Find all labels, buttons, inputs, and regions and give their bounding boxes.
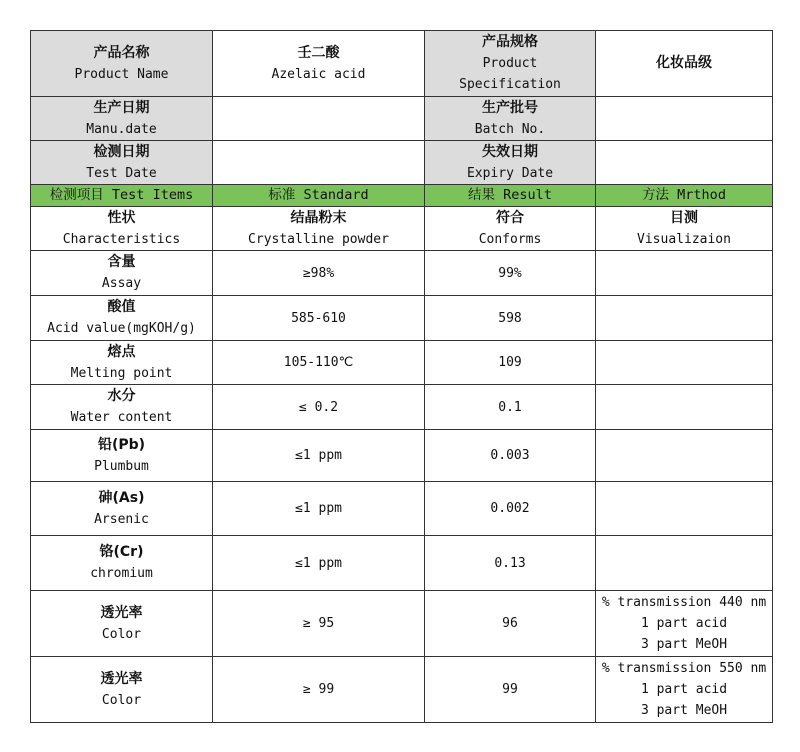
method-cell xyxy=(596,251,773,296)
item-cell xyxy=(31,591,213,657)
item-name-en: Arsenic xyxy=(94,511,149,527)
expiry-date-label xyxy=(425,141,596,185)
item-name-cn: 酸值 xyxy=(107,299,136,315)
item-name-en: Melting point xyxy=(70,365,173,381)
header-method: 方法 Mrthod xyxy=(596,185,773,207)
specification-value xyxy=(596,31,773,97)
product-name-label-en: Product Name xyxy=(74,66,169,82)
method-cell xyxy=(596,430,773,482)
item-cell xyxy=(31,341,213,385)
result-en: Conforms xyxy=(478,231,542,247)
method-cell xyxy=(596,296,773,341)
item-cell xyxy=(31,385,213,430)
item-name-en: chromium xyxy=(90,566,153,581)
column-header-row xyxy=(31,185,773,207)
item-name-cn: 性状 xyxy=(107,209,136,226)
item-name-cn: 水分 xyxy=(107,388,136,404)
standard-cell: ≤1 ppm xyxy=(213,536,425,591)
table-row xyxy=(31,482,773,536)
certificate-of-analysis-table xyxy=(30,30,773,723)
test-date-label-cn: 检测日期 xyxy=(93,143,150,160)
item-name-cn: 铬(Cr) xyxy=(99,544,144,560)
test-date-label xyxy=(31,141,213,185)
expiry-date-label-en: Expiry Date xyxy=(466,165,554,181)
table-row xyxy=(31,341,773,385)
method-cell xyxy=(596,207,773,251)
method-line: % transmission 440 nm xyxy=(601,595,767,610)
item-name-cn: 含量 xyxy=(107,254,136,270)
product-name-value-cn: 壬二酸 xyxy=(297,44,340,61)
batch-no-label-cn: 生产批号 xyxy=(482,99,538,116)
result-cell: 0.1 xyxy=(425,385,596,430)
item-name-en: Plumbum xyxy=(94,458,149,474)
product-name-label xyxy=(31,31,213,97)
item-name-cn: 透光率 xyxy=(100,604,143,621)
item-name-en: Color xyxy=(101,692,142,708)
manu-date-label-en: Manu.date xyxy=(86,121,157,137)
test-date-value xyxy=(213,141,425,185)
item-name-en: Water content xyxy=(70,410,173,425)
result-cell: 96 xyxy=(425,591,596,657)
item-name-cn: 透光率 xyxy=(100,670,143,687)
item-cell xyxy=(31,430,213,482)
item-name-cn: 铅(Pb) xyxy=(97,436,146,453)
test-date-label-en: Test Date xyxy=(86,165,157,181)
info-row-test xyxy=(31,141,773,185)
standard-cn: 结晶粉末 xyxy=(290,209,347,226)
standard-cell: ≥ 99 xyxy=(213,657,425,723)
method-cell xyxy=(596,341,773,385)
standard-cell: ≤1 ppm xyxy=(213,482,425,536)
item-name-cn: 熔点 xyxy=(107,343,136,360)
info-row-product xyxy=(31,31,773,97)
standard-cell xyxy=(213,207,425,251)
standard-cell: ≥98% xyxy=(213,251,425,296)
standard-cell: ≤1 ppm xyxy=(213,430,425,482)
method-line: % transmission 550 nm xyxy=(601,661,767,676)
table-row xyxy=(31,296,773,341)
product-name-label-cn: 产品名称 xyxy=(93,44,150,61)
item-name-en: Characteristics xyxy=(62,231,181,247)
table-row xyxy=(31,251,773,296)
standard-en: Crystalline powder xyxy=(248,231,389,247)
standard-cell: 585-610 xyxy=(213,296,425,341)
item-name-en: Color xyxy=(101,626,142,642)
standard-cell: ≥ 95 xyxy=(213,591,425,657)
table-row xyxy=(31,657,773,723)
method-cell xyxy=(596,536,773,591)
specification-value-text: 化妆品级 xyxy=(656,55,712,71)
result-cell: 99 xyxy=(425,657,596,723)
table-row xyxy=(31,591,773,657)
batch-no-label-en: Batch No. xyxy=(474,121,546,137)
item-cell xyxy=(31,296,213,341)
product-name-value-en: Azelaic acid xyxy=(271,66,366,82)
manu-date-label xyxy=(31,97,213,141)
result-cell: 109 xyxy=(425,341,596,385)
info-row-dates xyxy=(31,97,773,141)
specification-label xyxy=(425,31,596,97)
table-row xyxy=(31,385,773,430)
expiry-date-label-cn: 失效日期 xyxy=(482,143,538,160)
result-cell: 0.002 xyxy=(425,482,596,536)
result-cell: 598 xyxy=(425,296,596,341)
item-cell xyxy=(31,536,213,591)
result-cell: 0.13 xyxy=(425,536,596,591)
method-line: 3 part MeOH xyxy=(640,703,728,718)
method-cell xyxy=(596,385,773,430)
product-name-value xyxy=(213,31,425,97)
specification-label-en1: Product xyxy=(482,56,538,71)
method-cell xyxy=(596,482,773,536)
method-cn: 目测 xyxy=(670,209,698,226)
item-cell xyxy=(31,657,213,723)
standard-cell: 105-110℃ xyxy=(213,341,425,385)
table-row xyxy=(31,536,773,591)
batch-no-label xyxy=(425,97,596,141)
manu-date-value xyxy=(213,97,425,141)
result-cell: 99% xyxy=(425,251,596,296)
batch-no-value xyxy=(596,97,773,141)
table-row xyxy=(31,430,773,482)
item-cell xyxy=(31,207,213,251)
table-row xyxy=(31,207,773,251)
header-result: 结果 Result xyxy=(425,185,596,207)
method-cell xyxy=(596,657,773,723)
method-line: 1 part acid xyxy=(640,616,728,631)
item-name-en: Acid value(mgKOH/g) xyxy=(47,321,196,336)
item-name-en: Assay xyxy=(101,276,142,291)
item-cell xyxy=(31,251,213,296)
header-standard: 标准 Standard xyxy=(213,185,425,207)
standard-cell: ≤ 0.2 xyxy=(213,385,425,430)
method-cell xyxy=(596,591,773,657)
expiry-date-value xyxy=(596,141,773,185)
specification-label-cn: 产品规格 xyxy=(482,34,538,50)
method-en: Visualizaion xyxy=(637,231,731,247)
item-cell xyxy=(31,482,213,536)
result-cell: 0.003 xyxy=(425,430,596,482)
manu-date-label-cn: 生产日期 xyxy=(93,99,150,116)
method-line: 1 part acid xyxy=(640,682,728,697)
result-cell xyxy=(425,207,596,251)
header-test-items: 检测项目 Test Items xyxy=(31,185,213,207)
result-cn: 符合 xyxy=(496,209,524,226)
item-name-cn: 砷(As) xyxy=(98,489,145,506)
specification-label-en2: Specification xyxy=(459,77,561,92)
method-line: 3 part MeOH xyxy=(640,637,728,652)
